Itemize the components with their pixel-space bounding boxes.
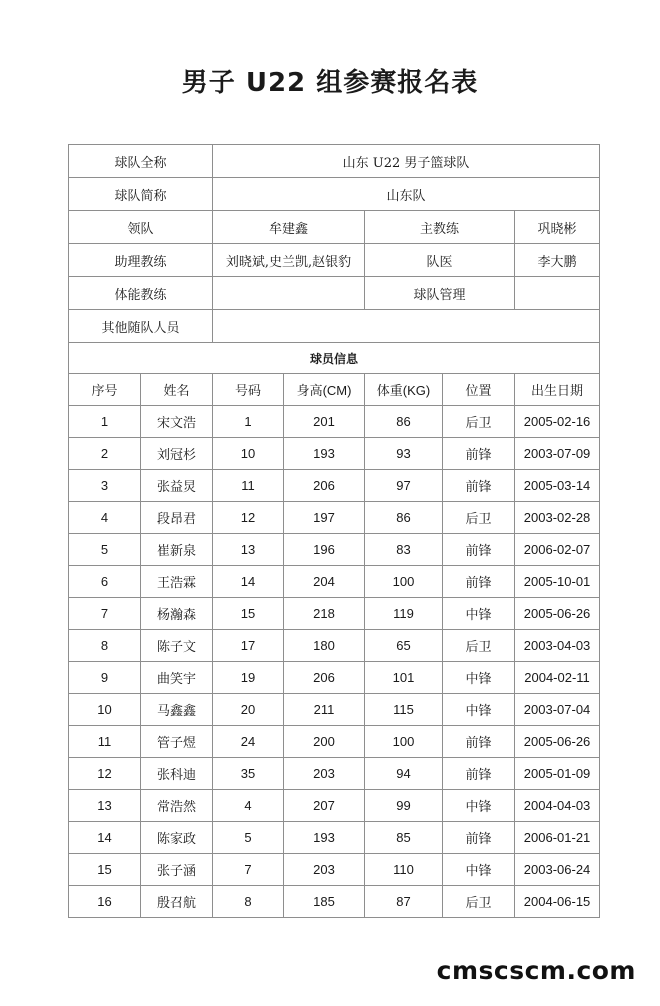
column-header: 位置 [443,374,515,406]
table-cell: 193 [284,822,365,854]
table-cell: 前锋 [443,822,515,854]
table-cell: 王浩霖 [141,566,213,598]
player-rows [69,406,600,918]
table-cell: 101 [365,662,443,694]
table-cell: 203 [284,758,365,790]
table-cell: 2005-10-01 [515,566,600,598]
table-cell: 14 [213,566,284,598]
manager-value [515,277,600,310]
table-cell: 86 [365,406,443,438]
table-cell: 5 [213,822,284,854]
table-cell: 杨瀚森 [141,598,213,630]
table-cell: 后卫 [443,886,515,918]
others-row [69,310,600,343]
column-header: 身高(CM) [284,374,365,406]
table-cell: 94 [365,758,443,790]
table-cell: 马鑫鑫 [141,694,213,726]
table-cell: 11 [213,470,284,502]
table-row [69,566,600,598]
doctor-value: 李大鹏 [515,244,600,277]
column-header: 体重(KG) [365,374,443,406]
table-cell: 2005-01-09 [515,758,600,790]
table-cell: 2003-06-24 [515,854,600,886]
table-cell: 193 [284,438,365,470]
table-cell: 中锋 [443,854,515,886]
table-cell: 100 [365,726,443,758]
table-cell: 10 [69,694,141,726]
team-short-name-label: 球队简称 [69,178,213,211]
table-cell: 2004-04-03 [515,790,600,822]
table-cell: 24 [213,726,284,758]
leader-row [69,211,600,244]
table-cell: 陈家政 [141,822,213,854]
table-cell: 2004-02-11 [515,662,600,694]
page-title: 男子 U22 组参赛报名表 [181,68,479,98]
table-row [69,406,600,438]
table-cell: 19 [213,662,284,694]
table-cell: 86 [365,502,443,534]
table-cell: 2005-03-14 [515,470,600,502]
table-cell: 张益炅 [141,470,213,502]
table-cell: 后卫 [443,406,515,438]
table-cell: 5 [69,534,141,566]
leader-value: 牟建鑫 [213,211,365,244]
table-cell: 2003-07-09 [515,438,600,470]
table-cell: 13 [69,790,141,822]
table-cell: 2006-01-21 [515,822,600,854]
assistant-label: 助理教练 [69,244,213,277]
table-cell: 207 [284,790,365,822]
table-row [69,854,600,886]
table-row [69,758,600,790]
table-cell: 8 [213,886,284,918]
team-short-name-value: 山东队 [213,178,600,211]
table-cell: 83 [365,534,443,566]
manager-label: 球队管理 [365,277,515,310]
table-cell: 14 [69,822,141,854]
assistant-value: 刘晓斌,史兰凯,赵银豹 [213,244,365,277]
table-cell: 97 [365,470,443,502]
table-cell: 20 [213,694,284,726]
table-row [69,630,600,662]
table-cell: 180 [284,630,365,662]
table-cell: 211 [284,694,365,726]
table-cell: 2004-06-15 [515,886,600,918]
table-row [69,694,600,726]
table-cell: 206 [284,470,365,502]
table-cell: 15 [213,598,284,630]
table-cell: 1 [213,406,284,438]
table-cell: 206 [284,662,365,694]
table-cell: 3 [69,470,141,502]
table-cell: 后卫 [443,630,515,662]
table-cell: 15 [69,854,141,886]
team-full-name-value: 山东 U22 男子篮球队 [213,145,600,178]
table-cell: 10 [213,438,284,470]
table-cell: 前锋 [443,758,515,790]
table-cell: 2005-02-16 [515,406,600,438]
table-cell: 前锋 [443,566,515,598]
doctor-label: 队医 [365,244,515,277]
table-cell: 2006-02-07 [515,534,600,566]
table-cell: 2005-06-26 [515,598,600,630]
table-cell: 中锋 [443,662,515,694]
table-cell: 中锋 [443,694,515,726]
table-cell: 2003-07-04 [515,694,600,726]
registration-table [68,144,600,918]
leader-label: 领队 [69,211,213,244]
table-row [69,470,600,502]
table-cell: 197 [284,502,365,534]
table-cell: 17 [213,630,284,662]
table-cell: 8 [69,630,141,662]
table-row [69,662,600,694]
table-cell: 119 [365,598,443,630]
table-cell: 宋文浩 [141,406,213,438]
table-cell: 中锋 [443,790,515,822]
table-cell: 管子煜 [141,726,213,758]
table-cell: 前锋 [443,534,515,566]
table-cell: 中锋 [443,598,515,630]
table-cell: 6 [69,566,141,598]
table-cell: 201 [284,406,365,438]
table-row [69,886,600,918]
table-cell: 85 [365,822,443,854]
column-header: 号码 [213,374,284,406]
table-cell: 200 [284,726,365,758]
fitness-row [69,277,600,310]
table-cell: 12 [213,502,284,534]
fitness-value [213,277,365,310]
team-full-name-label: 球队全称 [69,145,213,178]
table-cell: 100 [365,566,443,598]
table-cell: 殷召航 [141,886,213,918]
table-cell: 前锋 [443,438,515,470]
table-cell: 崔新泉 [141,534,213,566]
table-cell: 4 [213,790,284,822]
table-cell: 1 [69,406,141,438]
table-cell: 11 [69,726,141,758]
table-cell: 99 [365,790,443,822]
watermark: cmscscm.com [436,956,636,985]
table-cell: 204 [284,566,365,598]
column-header: 姓名 [141,374,213,406]
table-cell: 185 [284,886,365,918]
players-section-title: 球员信息 [69,343,600,374]
table-cell: 218 [284,598,365,630]
table-cell: 张科迪 [141,758,213,790]
players-header-row [69,374,600,406]
table-cell: 刘冠杉 [141,438,213,470]
column-header: 序号 [69,374,141,406]
table-cell: 93 [365,438,443,470]
table-cell: 后卫 [443,502,515,534]
table-cell: 2005-06-26 [515,726,600,758]
head-coach-value: 巩晓彬 [515,211,600,244]
table-cell: 203 [284,854,365,886]
table-cell: 2003-02-28 [515,502,600,534]
table-cell: 曲笑宇 [141,662,213,694]
table-cell: 常浩然 [141,790,213,822]
table-cell: 65 [365,630,443,662]
table-cell: 段昂君 [141,502,213,534]
table-row [69,790,600,822]
table-row [69,822,600,854]
table-cell: 张子涵 [141,854,213,886]
table-row [69,726,600,758]
team-short-name-row [69,178,600,211]
table-row [69,534,600,566]
table-row [69,438,600,470]
assistant-row [69,244,600,277]
head-coach-label: 主教练 [365,211,515,244]
others-label: 其他随队人员 [69,310,213,343]
table-cell: 110 [365,854,443,886]
table-row [69,598,600,630]
team-full-name-row [69,145,600,178]
table-cell: 2003-04-03 [515,630,600,662]
players-section-row [69,343,600,374]
table-cell: 前锋 [443,470,515,502]
table-cell: 4 [69,502,141,534]
table-cell: 35 [213,758,284,790]
table-cell: 前锋 [443,726,515,758]
column-header: 出生日期 [515,374,600,406]
table-cell: 16 [69,886,141,918]
table-row [69,502,600,534]
table-cell: 7 [213,854,284,886]
table-cell: 2 [69,438,141,470]
table-cell: 115 [365,694,443,726]
fitness-label: 体能教练 [69,277,213,310]
others-value [213,310,600,343]
table-cell: 12 [69,758,141,790]
table-cell: 196 [284,534,365,566]
table-cell: 87 [365,886,443,918]
table-cell: 13 [213,534,284,566]
table-cell: 9 [69,662,141,694]
table-cell: 7 [69,598,141,630]
table-cell: 陈子文 [141,630,213,662]
